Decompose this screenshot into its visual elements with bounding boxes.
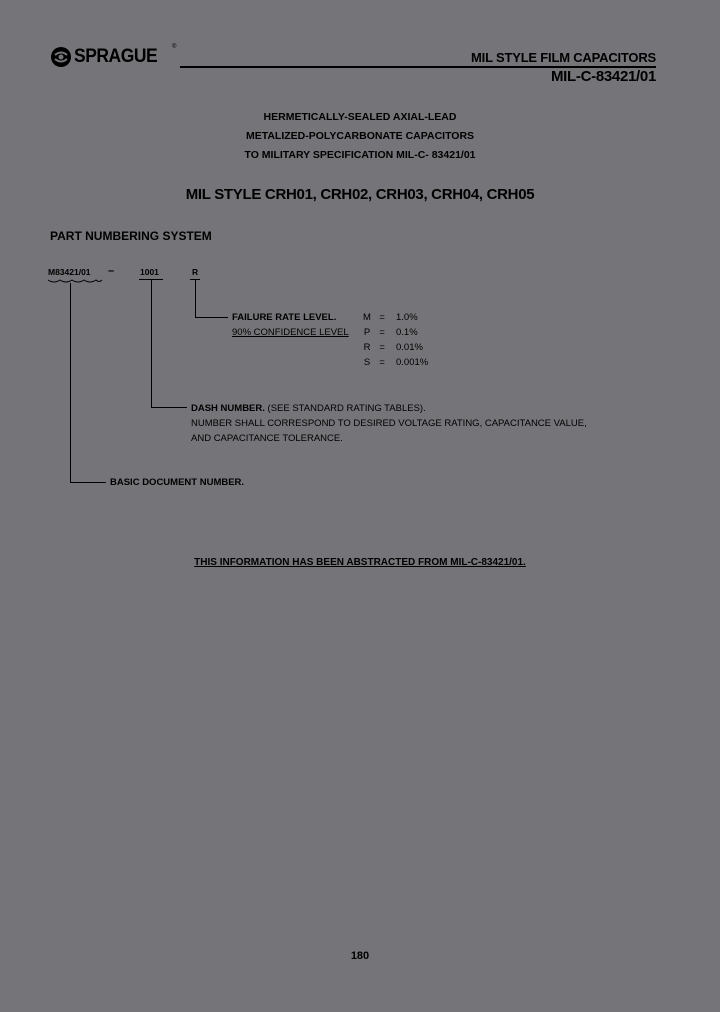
example-basic-number: M83421/01 <box>48 267 91 277</box>
heading-line-2: METALIZED-POLYCARBONATE CAPACITORS <box>245 130 475 142</box>
example-separator: – <box>108 265 115 277</box>
dash-number-label-line <box>191 403 426 414</box>
abstract-note: THIS INFORMATION HAS BEEN ABSTRACTED FROM MIL-C-83421/01. <box>194 557 526 568</box>
rate-letter-p: P <box>363 327 371 338</box>
rate-equals: = <box>379 327 385 338</box>
logo-wordmark: SPRAGUE <box>74 46 158 67</box>
dash-number-description-continued: AND CAPACITANCE TOLERANCE. <box>191 433 343 444</box>
page-number: 180 <box>350 950 370 962</box>
trademark-symbol: ® <box>172 44 177 50</box>
heading-line-3: TO MILITARY SPECIFICATION MIL-C- 83421/01 <box>244 149 476 161</box>
sprague-logo <box>50 44 180 70</box>
rate-equals: = <box>379 312 385 323</box>
rate-letter-r: R <box>363 342 371 353</box>
basic-number-leader-vertical <box>70 283 71 483</box>
rate-letter-m: M <box>363 312 371 323</box>
sprague-logo-icon <box>50 46 72 68</box>
series-title: MIL STYLE FILM CAPACITORS <box>471 50 656 65</box>
heading-line-1: HERMETICALLY-SEALED AXIAL-LEAD <box>263 111 457 123</box>
rate-equals: = <box>379 357 385 368</box>
rate-value-m: 1.0% <box>396 312 418 323</box>
confidence-level-label: 90% CONFIDENCE LEVEL <box>232 327 349 338</box>
failure-rate-label: FAILURE RATE LEVEL. <box>232 312 337 323</box>
rate-leader-vertical <box>195 280 196 318</box>
basic-number-leader-horizontal <box>70 482 106 483</box>
spec-number: MIL-C-83421/01 <box>550 68 656 85</box>
rate-value-s: 0.001% <box>396 357 429 368</box>
rate-equals: = <box>379 342 385 353</box>
dash-number-description: NUMBER SHALL CORRESPOND TO DESIRED VOLTAGE RATING, CAPACITANCE VALUE, <box>191 418 587 429</box>
dash-number-leader-horizontal <box>151 407 187 408</box>
rate-leader-horizontal <box>195 317 228 318</box>
rate-value-p: 0.1% <box>396 327 418 338</box>
dash-number-label: DASH NUMBER. <box>191 403 265 414</box>
basic-number-brace <box>46 278 106 286</box>
rate-letter-s: S <box>363 357 371 368</box>
basic-document-label: BASIC DOCUMENT NUMBER. <box>110 477 245 488</box>
example-rate-letter: R <box>192 267 199 277</box>
dash-number-note: (SEE STANDARD RATING TABLES). <box>267 403 426 414</box>
dash-number-leader-vertical <box>151 280 152 408</box>
mil-styles-line: MIL STYLE CRH01, CRH02, CRH03, CRH04, CRH05 <box>185 186 535 203</box>
example-dash-number: 1001 <box>140 267 159 277</box>
part-numbering-title: PART NUMBERING SYSTEM <box>50 229 212 243</box>
rate-value-r: 0.01% <box>396 342 423 353</box>
